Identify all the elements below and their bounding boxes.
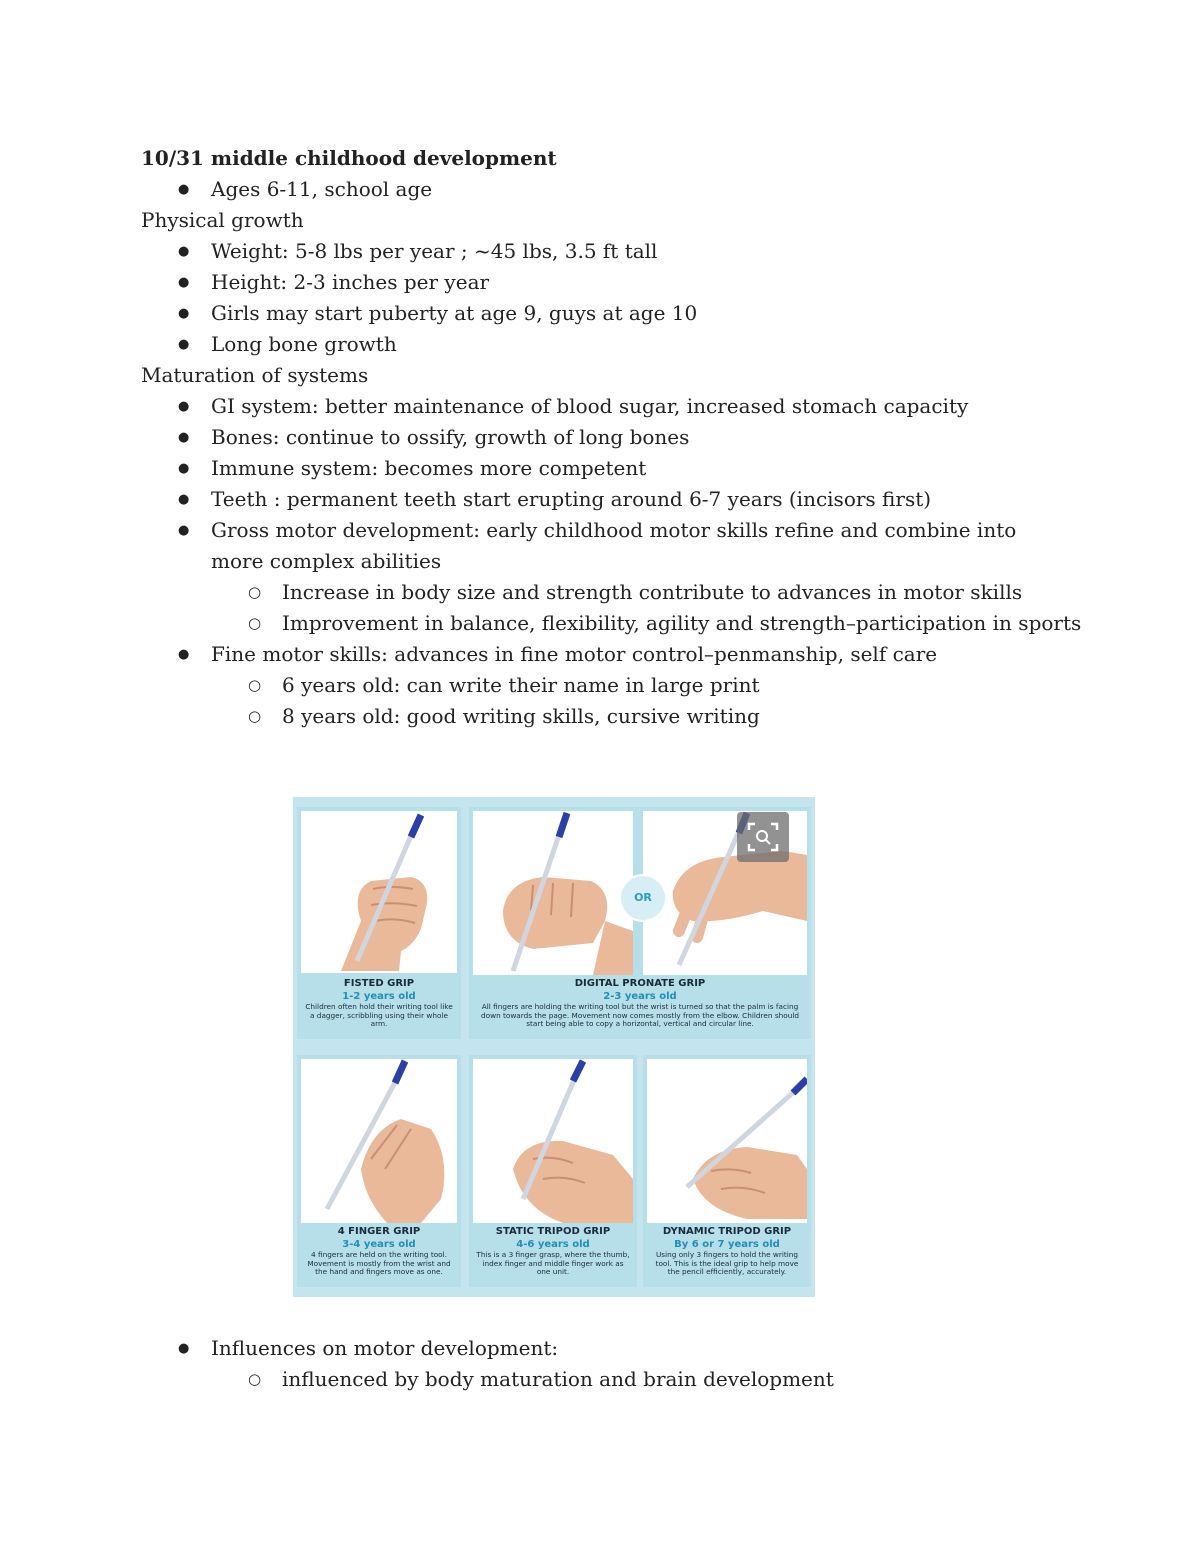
list-item: ● Teeth : permanent teeth start erupting around 6-7 years (incisors first)	[141, 484, 1061, 515]
static-tripod-caption	[469, 1225, 637, 1277]
zoom-icon[interactable]	[737, 812, 789, 862]
list-item: ● Girls may start puberty at age 9, guys at age 10	[141, 298, 1061, 329]
influences-section	[141, 1333, 1061, 1395]
grip-age: 4-6 years old	[516, 1239, 590, 1250]
list-item: ● Long bone growth	[141, 329, 1061, 360]
list-item-fine-motor: ● Fine motor skills: advances in fine motor control–penmanship, self care	[141, 639, 1061, 670]
dynamic-tripod-photo	[647, 1059, 807, 1223]
section-heading-maturation: Maturation of systems	[141, 363, 369, 387]
pencil-grip-chart	[293, 797, 815, 1297]
grip-name: DIGITAL PRONATE GRIP	[574, 978, 706, 989]
grip-description: Using only 3 fingers to hold the writing tool. This is the ideal grip to help move the pencil efficiently, accurately.	[655, 1250, 799, 1277]
grip-name: 4 FINGER GRIP	[337, 1226, 421, 1237]
four-finger-grip-photo	[301, 1059, 457, 1223]
grip-panel-dynamic-tripod	[643, 1055, 811, 1287]
sub-list-item: ○ Increase in body size and strength contribute to advances in motor skills	[141, 577, 1061, 608]
sub-list-item: ○ Improvement in balance, flexibility, agility and strength–participation in sports	[141, 608, 1061, 639]
document-body	[141, 143, 1082, 732]
fisted-grip-photo	[301, 811, 457, 973]
sub-list-item: ○ 6 years old: can write their name in large print	[141, 670, 1061, 701]
list-item: ● Weight: 5-8 lbs per year ; ~45 lbs, 3.5 ft tall	[141, 236, 1061, 267]
grip-name: FISTED GRIP	[343, 978, 415, 989]
list-item: ● Bones: continue to ossify, growth of long bones	[141, 422, 1061, 453]
section-heading-physical: Physical growth	[141, 208, 304, 232]
sub-list-item: ○ influenced by body maturation and brain development	[141, 1364, 1061, 1395]
grip-description: Children often hold their writing tool like a dagger, scribbling using their whole arm.	[305, 1002, 453, 1029]
list-item: ● GI system: better maintenance of blood sugar, increased stomach capacity	[141, 391, 1061, 422]
list-item: ● Height: 2-3 inches per year	[141, 267, 1061, 298]
grip-description: This is a 3 finger grasp, where the thumb, index finger and middle finger work as one unit.	[476, 1250, 630, 1277]
sub-list-item: ○ 8 years old: good writing skills, cursive writing	[141, 701, 1061, 732]
grip-description: All fingers are holding the writing tool but the wrist is turned so that the palm is facing down towards the page. Movement now comes mostly from the elbow. Children should start being able to copy a horizontal, vertical and circular line.	[481, 1002, 799, 1029]
list-item: ● Immune system: becomes more competent	[141, 453, 1061, 484]
page-title: 10/31 middle childhood development	[141, 146, 557, 170]
grip-description: 4 fingers are held on the writing tool. Movement is mostly from the wrist and the hand and fingers move as one.	[307, 1250, 451, 1277]
list-item-gross-motor: ● Gross motor development: early childhood motor skills refine and combine into more complex abilities	[141, 515, 1031, 577]
grip-name: STATIC TRIPOD GRIP	[495, 1226, 611, 1237]
dynamic-tripod-caption	[643, 1225, 811, 1277]
list-item: ● Influences on motor development:	[141, 1333, 1061, 1364]
grip-age: 2-3 years old	[603, 991, 677, 1002]
grip-age: 1-2 years old	[342, 991, 416, 1002]
four-finger-grip-caption	[297, 1225, 461, 1277]
fisted-grip-caption	[297, 977, 461, 1029]
digital-pronate-photo-a	[473, 811, 633, 975]
grip-age: 3-4 years old	[342, 1239, 416, 1250]
grip-panel-4-finger	[297, 1055, 461, 1287]
grip-name: DYNAMIC TRIPOD GRIP	[662, 1226, 792, 1237]
grip-age: By 6 or 7 years old	[674, 1239, 780, 1250]
digital-pronate-caption	[469, 977, 811, 1029]
grip-panel-static-tripod	[469, 1055, 637, 1287]
or-badge: OR	[619, 874, 667, 922]
list-item: ● Ages 6-11, school age	[141, 174, 1061, 205]
static-tripod-photo	[473, 1059, 633, 1223]
grip-panel-fisted	[297, 807, 461, 1039]
